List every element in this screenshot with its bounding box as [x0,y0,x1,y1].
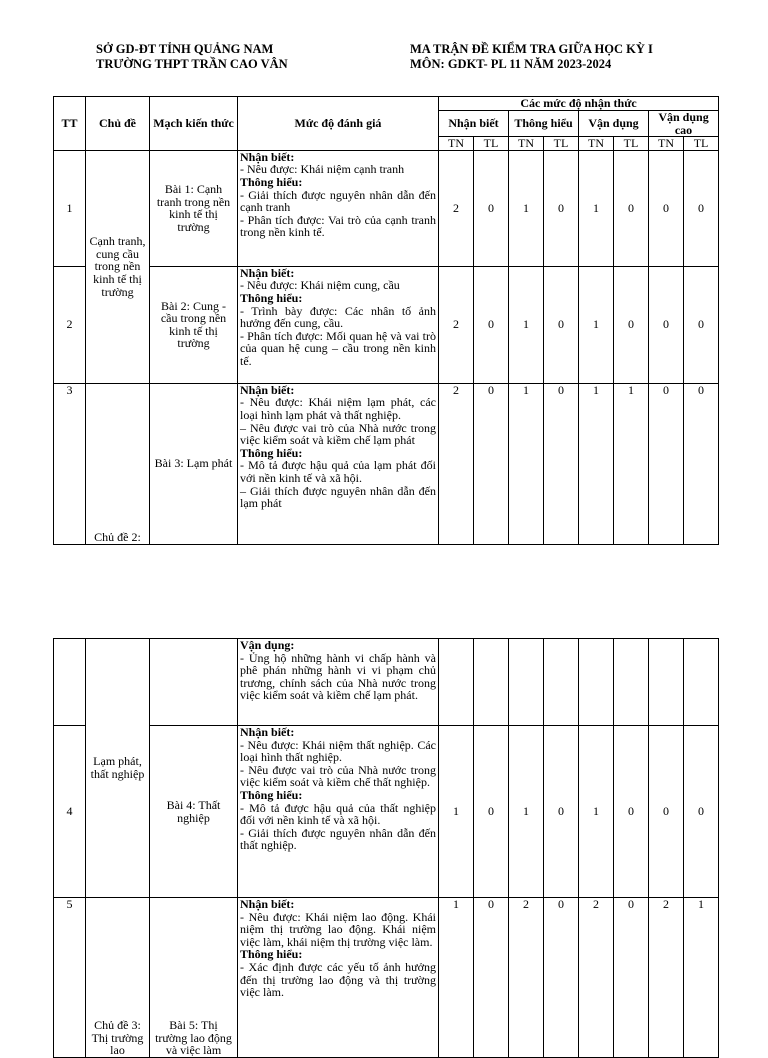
header-sub: TN [439,137,474,151]
school-name: TRƯỜNG THPT TRẦN CAO VÂN [96,57,288,71]
value-cell: 0 [544,383,579,544]
value-cell: 0 [474,383,509,544]
criterion-text: - Mô tả được hậu quả của thất nghiệp đối với nền kinh tế và xã hội. [240,800,436,828]
lesson-name: Bài 3: Lạm phát [150,383,238,544]
value-cell: 0 [684,150,719,266]
header-sub: TN [649,137,684,151]
value-cell: 1 [579,150,614,266]
header-sub: TL [684,137,719,151]
criterion-text: – Giải thích được nguyên nhân dẫn đến lạm phát [240,483,436,511]
level-heading: Thông hiểu: [240,787,303,802]
level-heading: Nhận biết: [240,897,295,911]
value-cell: 1 [509,726,544,898]
value-cell: 1 [579,266,614,383]
school-header [96,42,288,72]
assessment-description [238,266,439,383]
header-cognitive-levels: Các mức độ nhận thức [439,97,719,111]
value-cell: 0 [474,266,509,383]
header-sub: TN [509,137,544,151]
criterion-text: - Mô tả được hậu quả của lạm phát đối với nền kinh tế và xã hội. [240,458,436,485]
value-cell: 0 [649,383,684,544]
level-heading: Thông hiểu: [240,445,303,460]
value-cell: 1 [509,383,544,544]
assessment-description [238,726,439,898]
assessment-matrix-table [53,96,719,545]
value-cell: 0 [544,726,579,898]
value-cell: 0 [684,726,719,898]
header-sub: TL [544,137,579,151]
criterion-text: - Giải thích được nguyên nhân dẫn đến thất nghiệp. [240,825,436,853]
value-cell: 0 [614,898,649,1058]
value-cell: 0 [649,266,684,383]
topic-name: Lạm phát, thất nghiệp [86,639,150,898]
header-level: Nhận biết [439,111,509,137]
assessment-matrix-table-continued [53,638,719,1058]
value-cell: 1 [509,150,544,266]
table-row [54,726,719,898]
topic-name: Cạnh tranh, cung cầu trong nền kinh tế thị trường [86,150,150,383]
level-heading: Nhận biết: [240,382,295,397]
value-cell: 0 [474,726,509,898]
criterion-text: - Trình bày được: Các nhân tố ảnh hưởng đến cung, cầu. [240,303,436,331]
header-level: Vận dụng cao [649,111,719,137]
criterion-text: – Nêu được vai trò của Nhà nước trong việc kiểm soát và kiềm chế lạm phát [240,420,436,448]
header-level: Vận dụng [579,111,649,137]
level-heading: Nhận biết: [240,265,295,280]
value-cell: 0 [649,150,684,266]
table-row [54,383,719,544]
value-cell: 2 [509,898,544,1058]
header-level: Thông hiểu [509,111,579,137]
criterion-text: - Nêu được: Khái niệm lạm phát, các loại hình lạm phát và thất nghiệp. [240,395,436,422]
header-sub: TL [474,137,509,151]
value-cell: 1 [684,898,719,1058]
header-sub: TN [579,137,614,151]
row-number: 4 [54,726,86,898]
value-cell: 2 [649,898,684,1058]
header-knowledge: Mạch kiến thức [150,97,238,151]
criterion-text: - Xác định được các yếu tố ảnh hưởng đến thị trường lao động và thị trường việc làm. [240,959,436,1000]
lesson-name: Bài 2: Cung - cầu trong nền kinh tế thị trường [150,266,238,383]
level-heading: Nhận biết: [240,725,295,739]
row-number: 5 [54,898,86,1058]
assessment-description [238,639,439,726]
table-row [54,266,719,383]
value-cell: 0 [614,726,649,898]
row-number: 2 [54,266,86,383]
header-sub: TL [614,137,649,151]
table-row [54,639,719,726]
criterion-text: - Nêu được: Khái niệm cạnh tranh [240,162,405,177]
value-cell: 2 [439,150,474,266]
value-cell: 1 [579,726,614,898]
value-cell: 0 [544,266,579,383]
assessment-description [238,150,439,266]
value-cell: 0 [544,150,579,266]
row-number: 1 [54,150,86,266]
lesson-name: Bài 5: Thị trường lao động và việc làm [150,898,238,1058]
criterion-text: - Giải thích được nguyên nhân dẫn đến cạnh tranh [240,187,436,215]
assessment-description [238,383,439,544]
level-heading: Thông hiểu: [240,174,303,189]
level-heading: Thông hiểu: [240,290,303,305]
level-heading: Nhận biết: [240,149,295,164]
header-topic: Chủ đề [86,97,150,151]
value-cell: 0 [614,150,649,266]
value-cell: 1 [439,726,474,898]
value-cell: 2 [439,266,474,383]
lesson-name: Bài 1: Cạnh tranh trong nền kinh tế thị trường [150,150,238,266]
criterion-text: - Phân tích được: Vai trò của cạnh tranh trong nền kinh tế. [240,212,436,240]
value-cell: 0 [544,898,579,1058]
criterion-text: - Phân tích được: Mối quan hệ và vai trò của quan hệ cung – cầu trong nền kinh tế. [240,328,436,368]
level-heading: Thông hiểu: [240,947,303,962]
value-cell: 1 [579,383,614,544]
criterion-text: - Ủng hộ những hành vi chấp hành và phê phán những hành vi vi phạm chủ trương, chính sách của Nhà nước trong việc kiểm soát và kiềm chế lạm phát. [240,650,436,703]
value-cell: 2 [439,383,474,544]
value-cell: 0 [649,726,684,898]
table-row [54,898,719,1058]
exam-subject: MÔN: GDKT- PL 11 NĂM 2023-2024 [410,57,612,71]
exam-title: MA TRẬN ĐỀ KIỂM TRA GIỮA HỌC KỲ I [410,42,653,56]
assessment-description [238,898,439,1058]
value-cell: 0 [684,266,719,383]
exam-header [410,42,653,72]
criterion-text: - Nêu được: Khái niệm thất nghiệp. Các loại hình thất nghiệp. [240,737,436,765]
lesson-name: Bài 4: Thất nghiệp [150,726,238,898]
value-cell: 1 [509,266,544,383]
criterion-text: - Nêu được vai trò của Nhà nước trong việc kiểm soát và kiềm chế thất nghiệp. [240,762,436,790]
row-number: 3 [54,383,86,544]
value-cell: 0 [614,266,649,383]
criterion-text: - Nêu được: Khái niệm cung, cầu [240,278,400,293]
header-assessment-level: Mức độ đánh giá [238,97,439,151]
topic-name: Chủ đề 2: [86,383,150,544]
value-cell: 2 [579,898,614,1058]
header-tt: TT [54,97,86,151]
criterion-text: - Nêu được: Khái niệm lao động. Khái niệm thị trường lao động. Khái niệm việc làm, khái niệm thị trường việc làm. [240,909,436,949]
level-heading: Vận dụng: [240,638,295,652]
value-cell: 0 [684,383,719,544]
value-cell: 0 [474,150,509,266]
table-row [54,150,719,266]
value-cell: 1 [439,898,474,1058]
value-cell: 1 [614,383,649,544]
topic-name: Chủ đề 3: Thị trường lao [86,898,150,1058]
department-name: SỞ GD-ĐT TỈNH QUẢNG NAM [96,42,274,56]
value-cell: 0 [474,898,509,1058]
